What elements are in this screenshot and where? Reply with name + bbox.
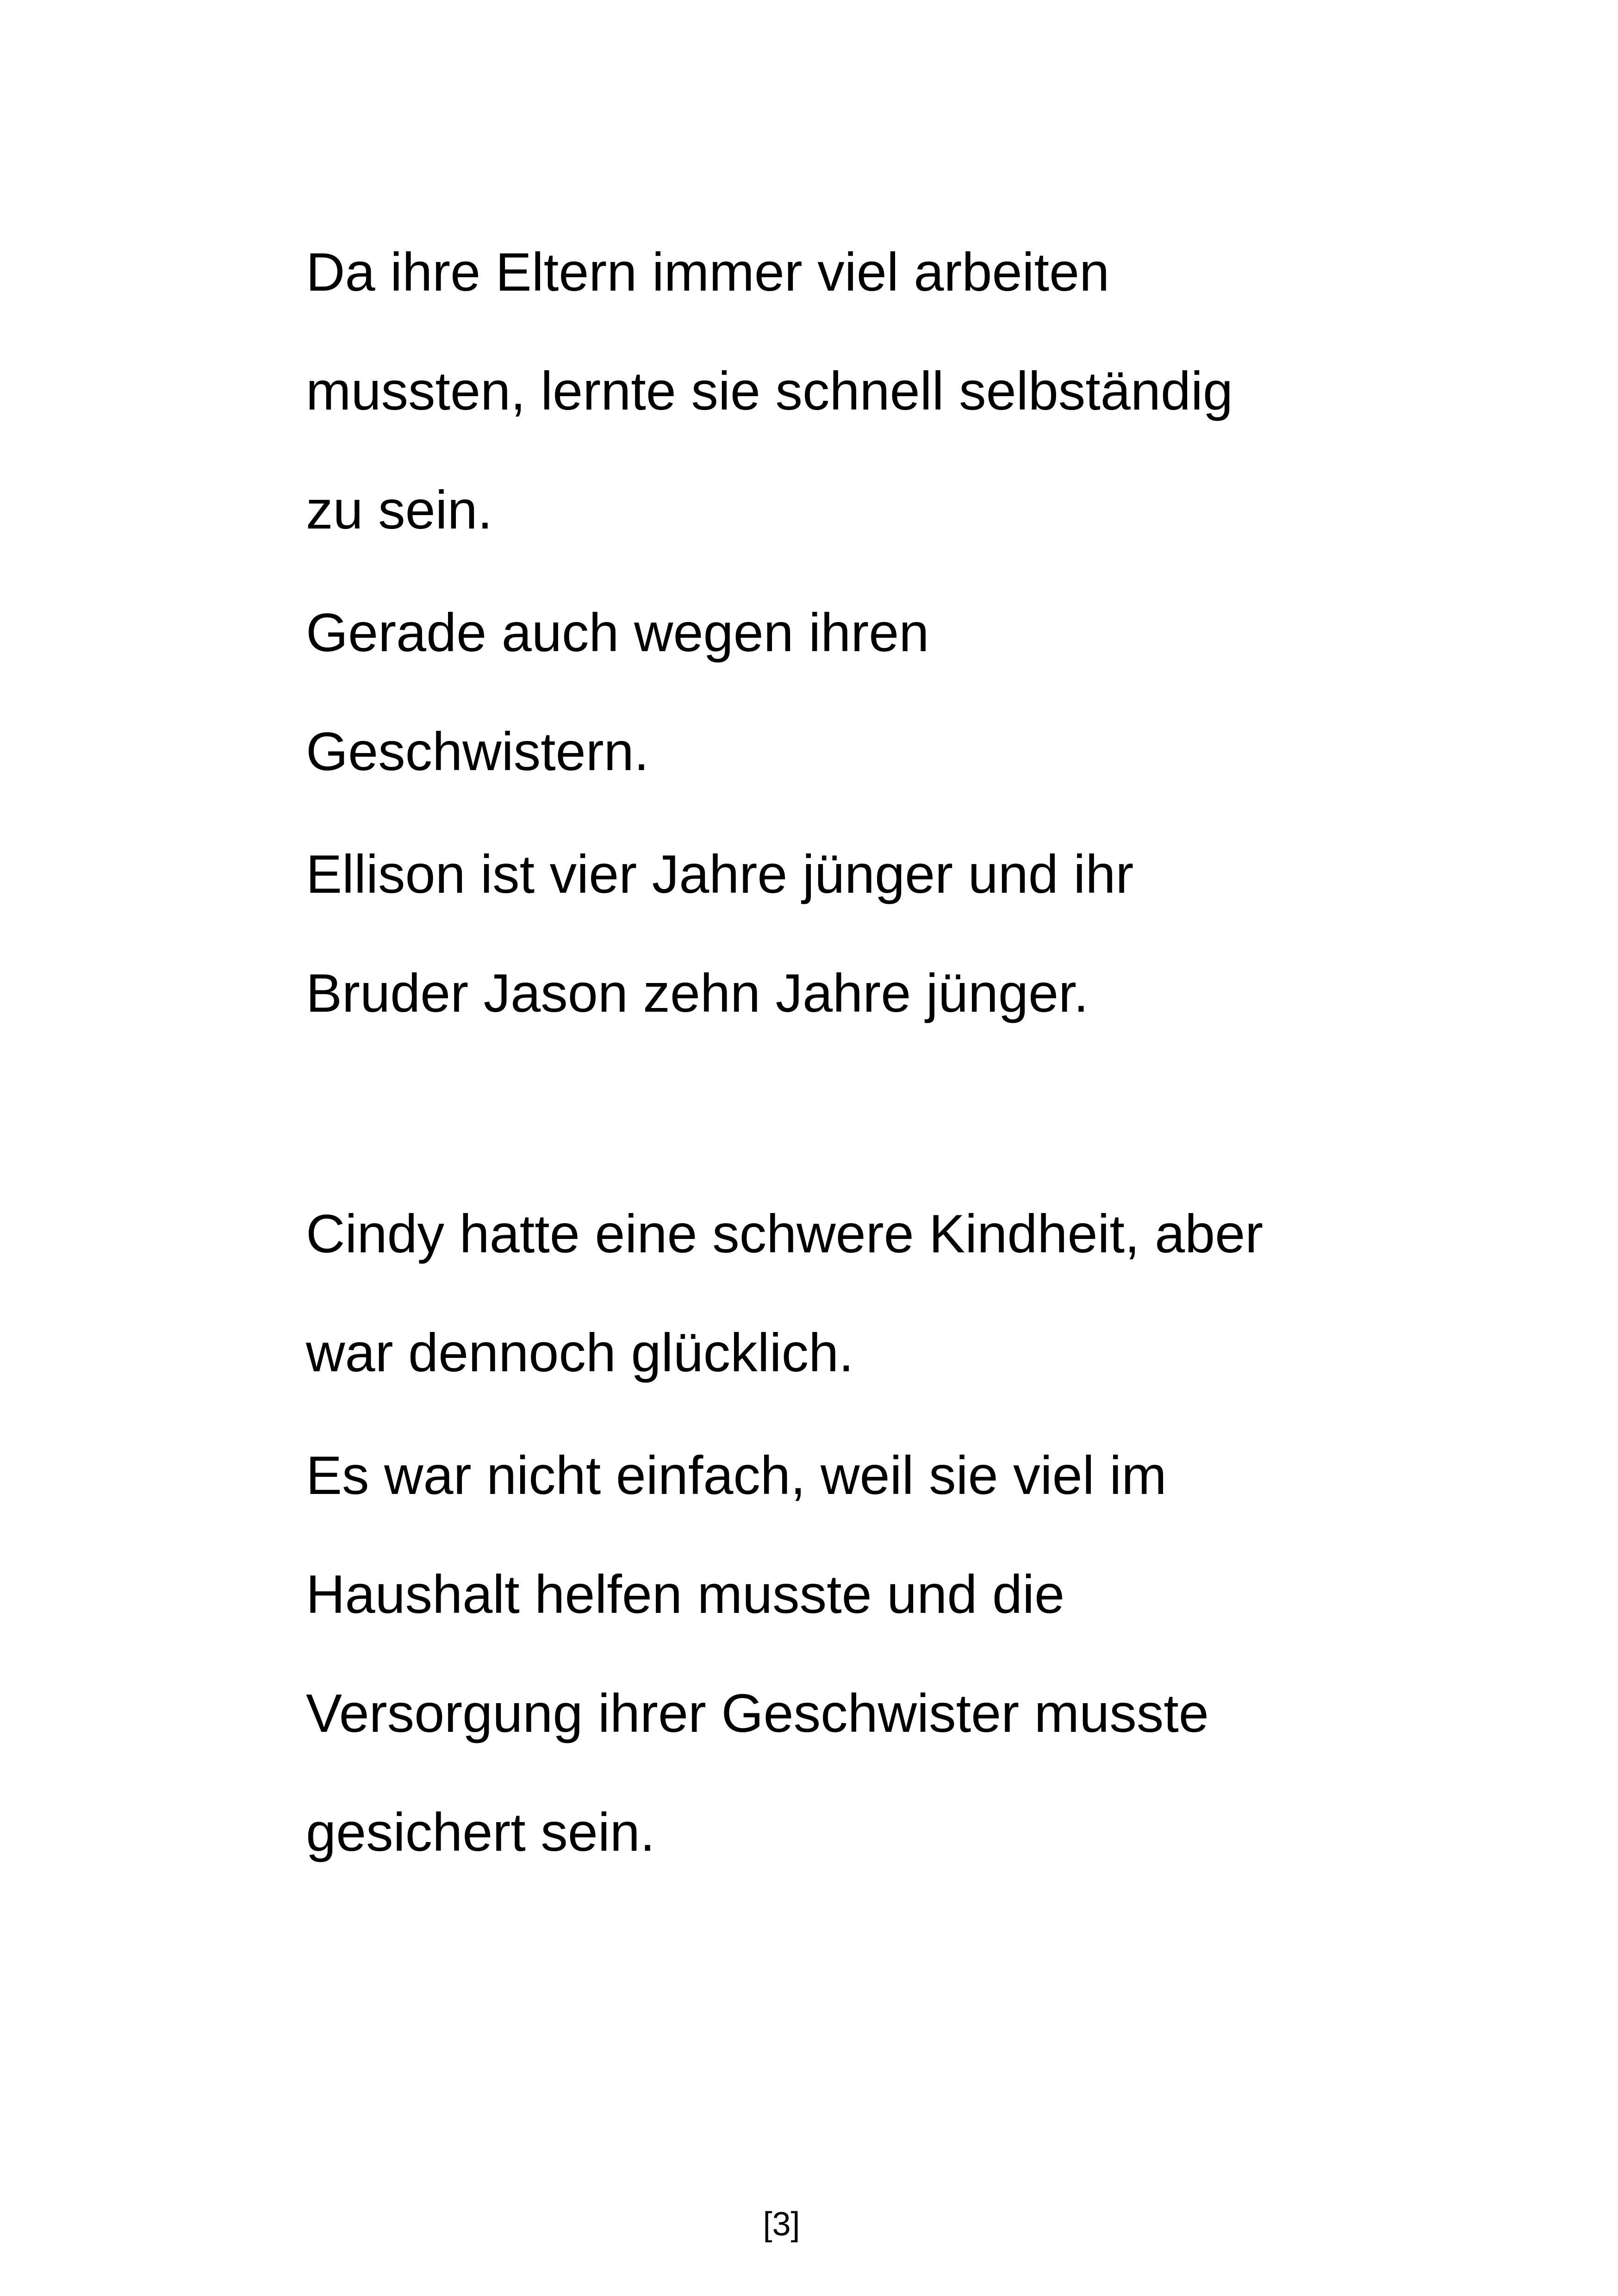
paragraph-1 [306,241,1233,1024]
text-line: mussten, lernte sie schnell selbständig [306,361,1233,421]
text-line: Bruder Jason zehn Jahre jünger. [306,963,1089,1023]
paragraph-2 [306,1202,1263,1863]
text-line: war dennoch glücklich. [306,1322,854,1383]
text-line: Es war nicht einfach, weil sie viel im [306,1445,1167,1506]
page-number: [3] [763,2206,800,2243]
text-line: Ellison ist vier Jahre jünger und ihr [306,844,1134,904]
text-line: Versorgung ihrer Geschwister musste [306,1683,1209,1743]
text-line: gesichert sein. [306,1802,655,1862]
text-line: Cindy hatte eine schwere Kindheit, aber [306,1203,1263,1264]
text-line: Da ihre Eltern immer viel arbeiten [306,242,1110,302]
text-line: Gerade auch wegen ihren [306,602,929,663]
text-line: Haushalt helfen musste und die [306,1564,1065,1624]
text-line: zu sein. [306,479,493,540]
text-line: Geschwistern. [306,721,649,782]
